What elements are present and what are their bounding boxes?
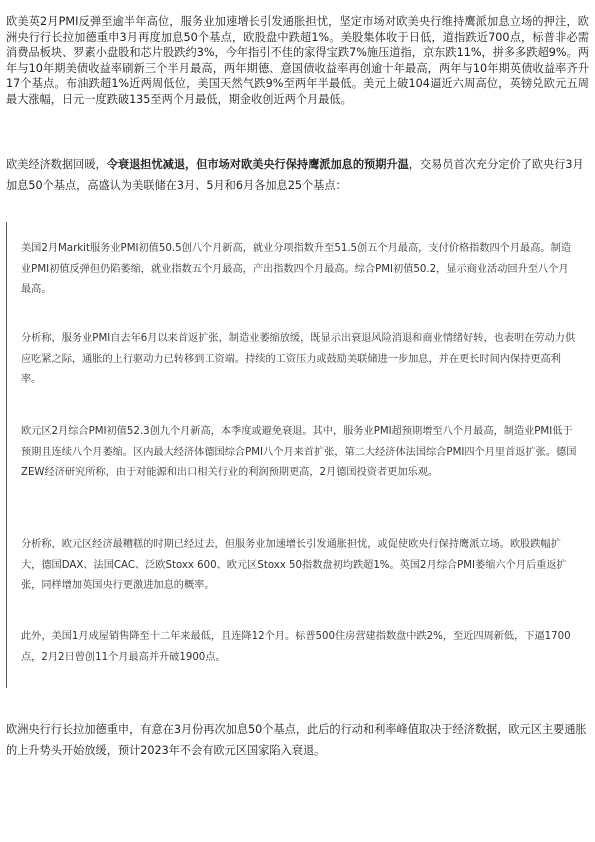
intro-paragraph: 欧美英2月PMI反弹至逾半年高位，服务业加速增长引发通胀担忧，坚定市场对欧美央行维持鹰派加息立场的押注，欧洲央行行长拉加德重申3月再度加息50个基点，欧股盘中跌超1%。美股集体收于日低，道指跌近700点，标普非必需消费品板块、罗素小盘股和芯片股跌约3%，今年指引不佳的家得宝跌7%施压道指，京东跌11%，拼多多跌超9%。两年与10年期美债收益率刷新三个半月最高，两年期德、意国债收益率再创逾十年最高，两年与10年期英债收益率齐升17个基点。布油跌超1%近两周低位，美国天然气跌9%至两年半最低。美元上破104逼近六周高位，英镑兑欧元五周最大涨幅，日元一度跌破135至两个月最低，期金收创近两个月最低。 [6,15,589,106]
us-pmi-paragraph: 美国2月Markit服务业PMI初值50.5创八个月新高，就业分项指数升至51.5创五个月最高，支付价格指数四个月最高。制造业PMI初值反弹但仍陷萎缩，就业指数五个月最高，产出指数四个月最高。综合PMI初值50.2，显示商业活动回升至八个月最高。 [21,243,571,296]
us-housing-paragraph: 此外，美国1月成屋销售降至十二年来最低，且连降12个月。标普500住房营建指数盘中跌2%，至近四周新低，下逼1700点，2月2日曾创11个月最高并升破1900点。 [21,631,571,663]
blockquote [6,222,581,688]
eurozone-pmi-paragraph: 欧元区2月综合PMI初值52.3创九个月新高，本季度或避免衰退。其中，服务业PMI超预期增至八个月最高，制造业PMI低于预期且连续八个月萎缩。区内最大经济体德国综合PMI八个月来首扩张，第二大经济体法国综合PMI四个月里首返扩张。德国ZEW经济研究所称，由于对能源和出口相关行业的利润预期更高，2月德国投资者更加乐观。 [21,426,577,479]
review-prefix: 欧美经济数据回暖， [6,158,107,171]
review-suffix: ，交易员首次充分定价了欧央行3月加息50个基点，高盛认为美联储在3月、5月和6月各加息25个基点： [6,158,584,192]
eurozone-analysis-paragraph: 分析称，欧元区经济最糟糕的时期已经过去，但服务业加速增长引发通胀担忧，或促使欧央行保持鹰派立场。欧股跌幅扩大，德国DAX、法国CAC、泛欧Stoxx 600、欧元区Stoxx 50指数盘初均跌超1%。英国2月综合PMI萎缩六个月后重返扩张，同样增加英国央行更激进加息的概率。 [21,539,567,592]
review-emphasis: 令衰退担忧减退，但市场对欧美央行保持鹰派加息的预期升温 [106,158,409,171]
us-analysis-paragraph: 分析称，服务业PMI自去年6月以来首返扩张，制造业萎缩放缓，既显示出衰退风险消退和商业情绪好转，也表明在劳动力供应吃紧之际，通胀的上行驱动力已转移到工资端。持续的工资压力或鼓励美联储进一步加息，并在更长时间内保持更高利率。 [21,333,576,386]
review-paragraph [6,154,589,196]
closing-paragraph: 欧洲央行行长拉加德重申，有意在3月份再次加息50个基点，此后的行动和利率峰值取决于经济数据，欧元区主要通胀的上升势头开始放缓，预计2023年不会有欧元区国家陷入衰退。 [6,723,587,757]
